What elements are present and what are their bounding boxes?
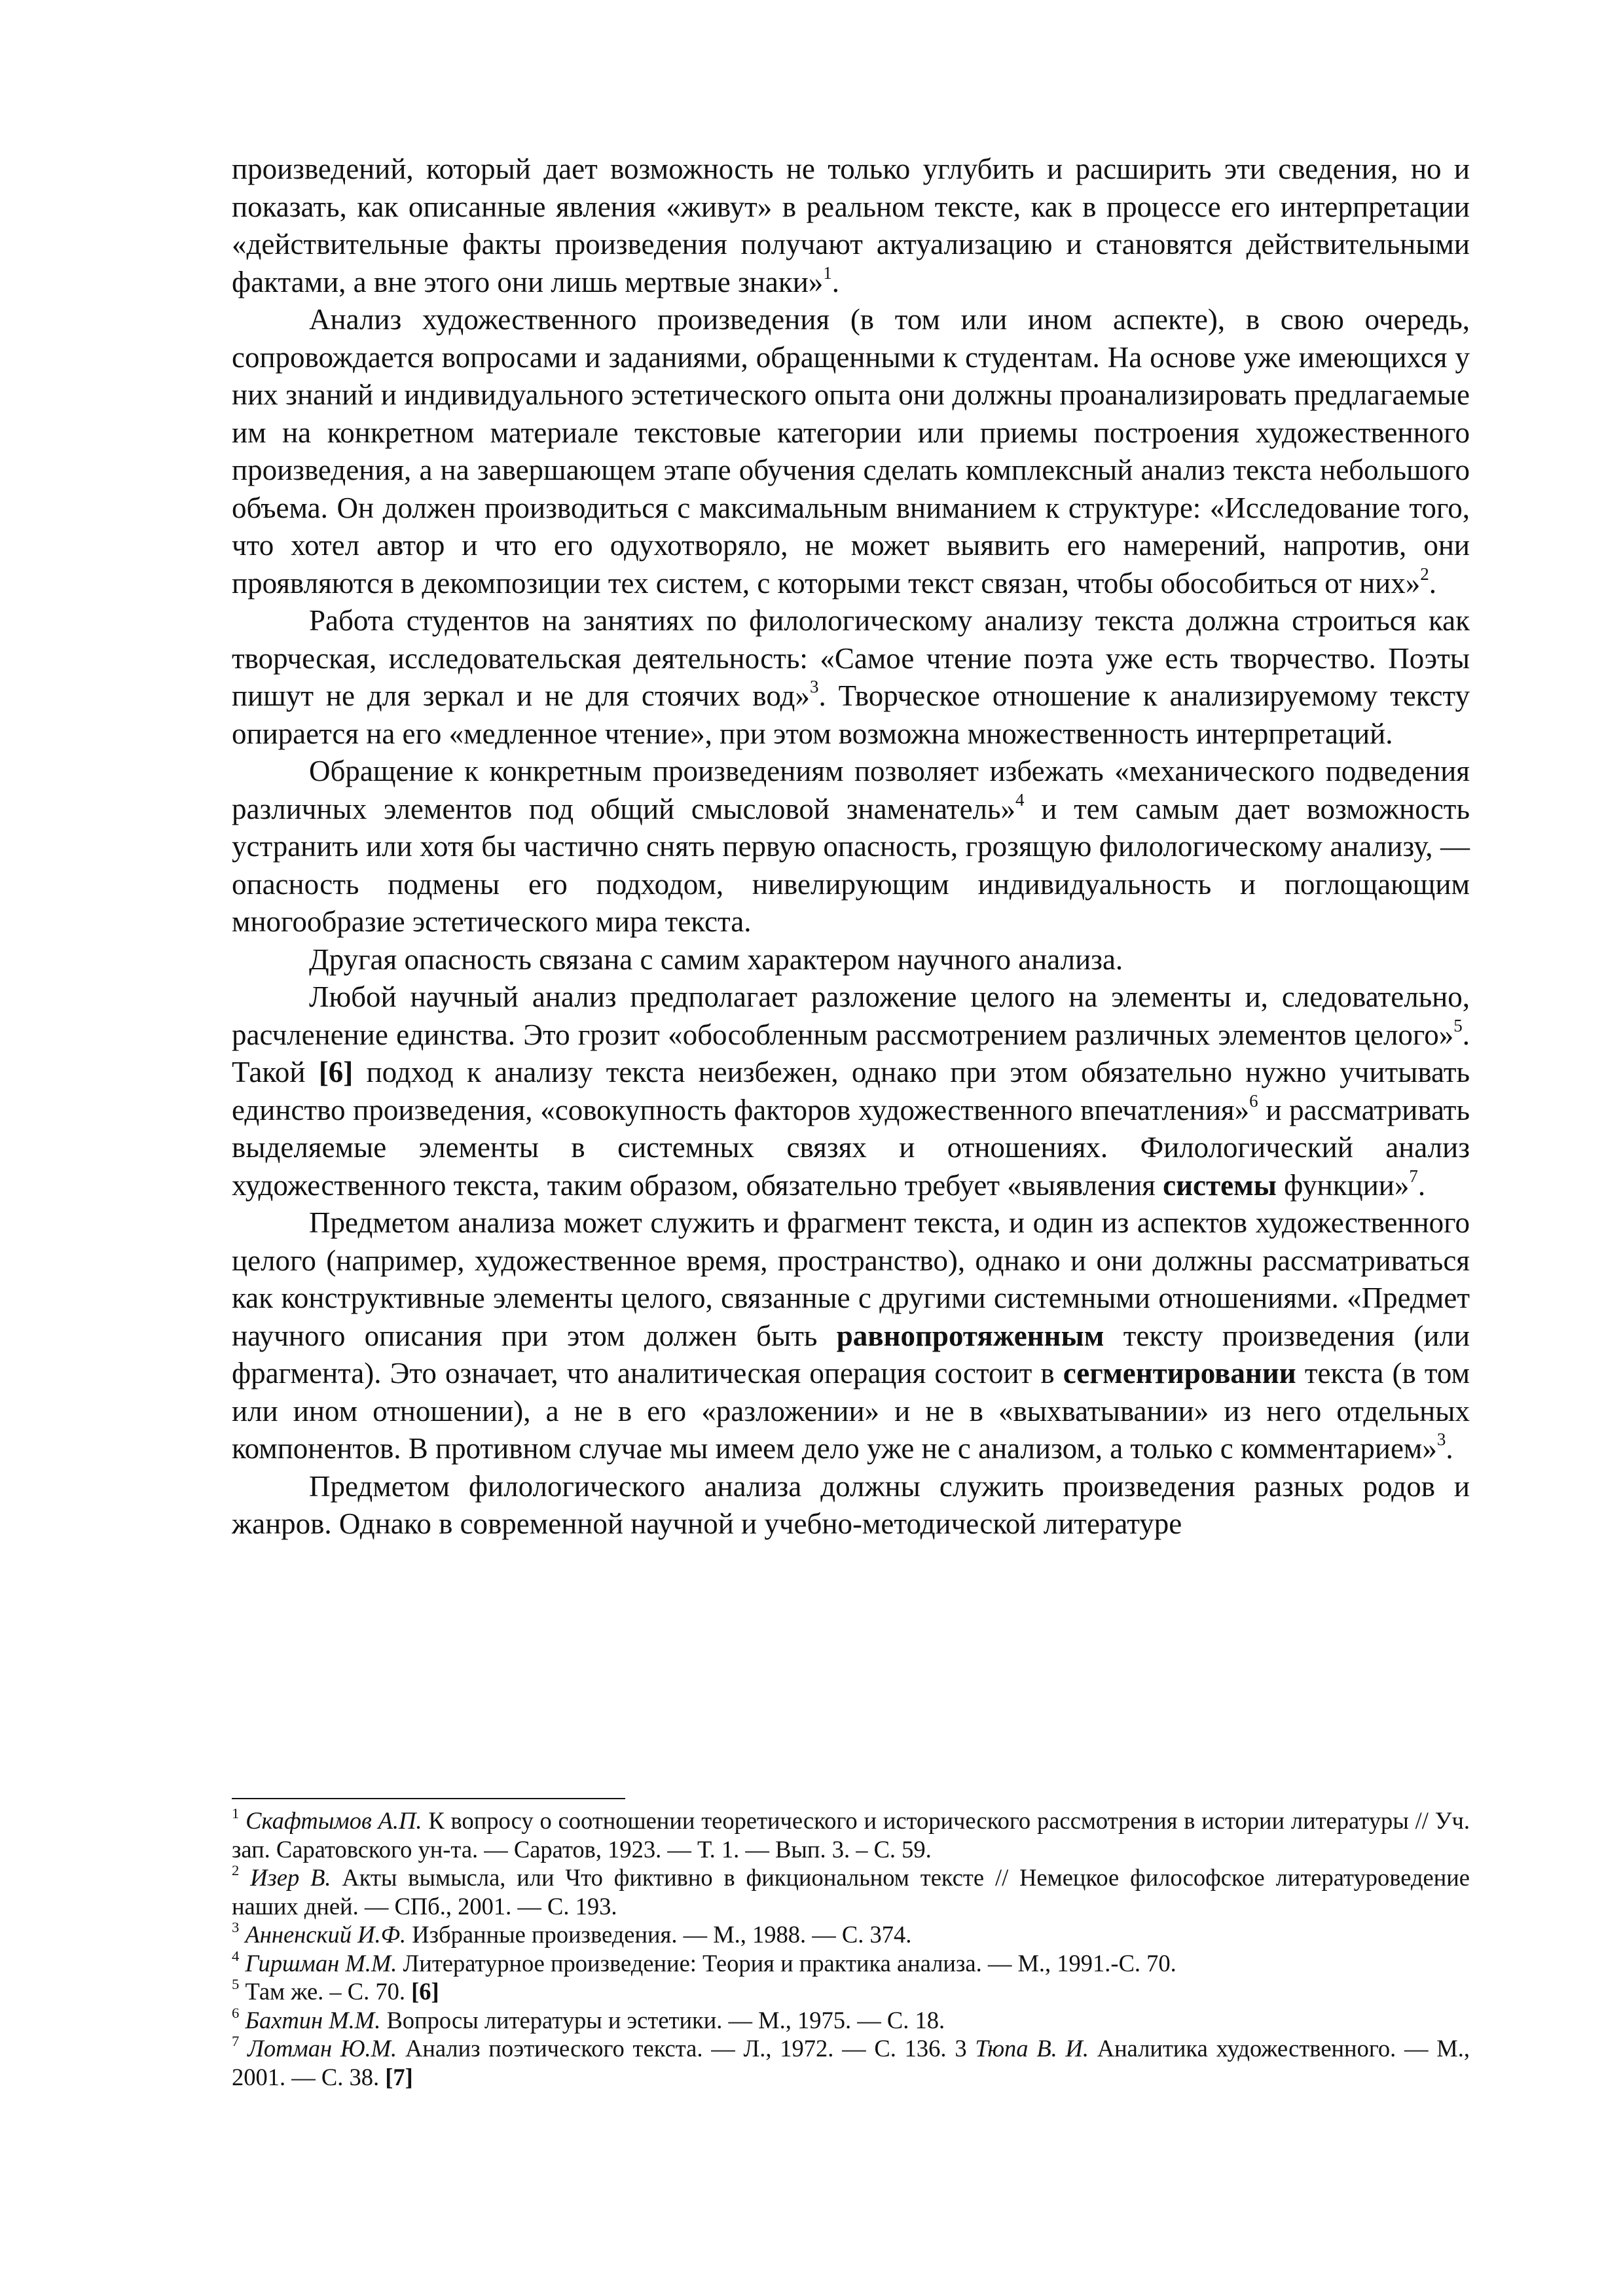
paragraph (232, 1204, 1470, 1468)
bold-text: [7] (385, 2063, 413, 2090)
footnote-ref: 6 (232, 2004, 240, 2021)
footnote-ref: 3 (1436, 1429, 1446, 1449)
text-run: тексту произведения (или фрагмента). Это означает, что аналитическая операция состоит в (232, 1319, 1470, 1390)
paragraph (232, 301, 1470, 602)
bold-text: сегментировании (1063, 1357, 1296, 1390)
footnote-ref: 4 (232, 1947, 240, 1964)
footnote-separator (232, 1798, 625, 1799)
body-text (232, 151, 1470, 1543)
text-run: Анализ поэтического текста. — Л., 1972. — С. 136. 3 (397, 2035, 976, 2062)
text-run: функции» (1276, 1168, 1410, 1202)
footnote (232, 2006, 1470, 2035)
footnotes (232, 1806, 1470, 2091)
author-name: Изер В. (250, 1864, 331, 1891)
footnote-ref: 5 (1453, 1015, 1463, 1035)
author-name: Тюпа В. И. (975, 2035, 1089, 2062)
text-run: Любой научный анализ предполагает разложение целого на элементы и, следовательно, расчленение единства. Это грозит «обособленным рассмотрением различных элементов целого» (232, 980, 1470, 1051)
document-page (232, 151, 1470, 2090)
paragraph (232, 753, 1470, 941)
text-run: Другая опасность связана с самим характером научного анализа. (309, 942, 1123, 976)
text-run: подход к анализу текста неизбежен, однако при этом обязательно нужно учитывать единство произведения, «совокупность факторов художественного впечатления» (232, 1056, 1470, 1126)
text-run: . (1429, 566, 1436, 600)
footnote-ref: 2 (232, 1862, 240, 1879)
text-run (239, 2035, 247, 2062)
text-run: Предметом филологического анализа должны служить произведения разных родов и жанров. Однако в современной научной и учебно-методической литературе (232, 1469, 1470, 1540)
text-run: Литературное произведение: Теория и практика анализа. — М., 1991.-С. 70. (397, 1949, 1176, 1977)
text-run: Аналитика художественного. — М., 2001. — С. 38. (232, 2035, 1470, 2090)
footnote (232, 1863, 1470, 1920)
footnote (232, 2034, 1470, 2091)
text-run: Предметом анализа может служить и фрагмент текста, и один из аспектов художественного целого (например, художественное время, пространство), однако и они должны рассматриваться как конструктивные элементы целого, связанные с другими системными отношениями. «Предмет научного описания при этом должен быть (232, 1206, 1470, 1352)
text-run: . (1417, 1168, 1426, 1202)
footnote (232, 1949, 1470, 1978)
text-run: . (1446, 1432, 1453, 1465)
text-run: . (831, 265, 840, 298)
footnote-ref: 4 (1015, 789, 1025, 810)
text-run: Избранные произведения. — М., 1988. — С. 374. (406, 1921, 912, 1948)
footnote (232, 1806, 1470, 1863)
footnote (232, 1977, 1470, 2006)
bold-text: системы (1163, 1168, 1277, 1202)
author-name: Лотман Ю.М. (247, 2035, 397, 2062)
paragraph (232, 1468, 1470, 1543)
footnote-ref: 7 (1409, 1166, 1418, 1186)
footnote-ref: 2 (1420, 564, 1429, 584)
text-run: . Такой (232, 1018, 1470, 1088)
bold-text: [6] (411, 1978, 439, 2005)
text-run: и тем самым дает возможность устранить или хотя бы частично снять первую опасность, грозящую филологическому анализу, — опасность подмены его подходом, нивелирующим индивидуальность и поглощающим многообразие эстетического мира текста. (232, 792, 1470, 938)
text-run: Работа студентов на занятиях по филологическому анализу текста должна строиться как творческая, исследовательская деятельность: «Самое чтение поэта уже есть творчество. Поэты пишут не для зеркал и не для стоячих вод» (232, 604, 1470, 712)
author-name: Скафтымов А.П. (246, 1807, 422, 1834)
text-run: К вопросу о соотношении теоретического и исторического рассмотрения в истории литературы // Уч. зап. Саратовского ун-та. — Саратов, 1923. — Т. 1. — Вып. 3. – С. 59. (232, 1807, 1470, 1863)
bold-text: [6] (318, 1056, 354, 1088)
footnote-ref: 7 (232, 2033, 240, 2050)
paragraph (232, 151, 1470, 301)
footnote-ref: 5 (232, 1976, 240, 1993)
text-run: . Творческое отношение к анализируемому тексту опирается на его «медленное чтение», при этом возможна множественность интерпретаций. (232, 679, 1470, 750)
footnote-ref: 3 (809, 676, 819, 696)
author-name: Бахтин М.М. (245, 2006, 381, 2034)
footnote-ref: 1 (823, 262, 832, 283)
paragraph (232, 602, 1470, 753)
footnote (232, 1920, 1470, 1949)
text-run: Анализ художественного произведения (в том или ином аспекте), в свою очередь, сопровождается вопросами и заданиями, обращенными к студентам. На основе уже имеющихся у них знаний и индивидуального эстетического опыта они должны проанализировать предлагаемые им на конкретном материале текстовые категории или приемы построения художественного произведения, а на завершающем этапе обучения сделать комплексный анализ текста небольшого объема. Он должен производиться с максимальным вниманием к структуре: «Исследование того, что хотел автор и что его одухотворяло, не может выявить его намерений, напротив, они проявляются в декомпозиции тех систем, с которыми текст связан, чтобы обособиться от них» (232, 303, 1470, 600)
author-name: Гиршман М.М. (245, 1949, 397, 1977)
text-run: и рассматривать выделяемые элементы в системных связях и отношениях. Филологический анализ художественного текста, таким образом, обязательно требует «выявления (232, 1093, 1470, 1202)
footnote-ref: 6 (1249, 1090, 1258, 1111)
text-run: произведений, который дает возможность не только углубить и расширить эти сведения, но и показать, как описанные явления «живут» в реальном тексте, как в процессе его интерпретации «действительные факты произведения получают актуализацию и становятся действительными фактами, а вне этого они лишь мертвые знаки» (232, 152, 1470, 298)
text-run (239, 1864, 250, 1891)
text-run: Вопросы литературы и эстетики. — М., 1975. — С. 18. (380, 2006, 945, 2034)
paragraph (232, 978, 1470, 1204)
text-run: Обращение к конкретным произведениям позволяет избежать «механического подведения различных элементов под общий смысловой знаменатель» (232, 755, 1470, 825)
text-run: Там же. – С. 70. (239, 1978, 412, 2005)
paragraph (232, 941, 1470, 979)
text-run: текста (в том или ином отношении), а не в его «разложении» и не в «выхватывании» из него отдельных компонентов. В противном случае мы имеем дело уже не с анализом, а только с комментарием» (232, 1357, 1470, 1465)
author-name: Анненский И.Ф. (245, 1921, 407, 1948)
footnote-ref: 1 (232, 1805, 240, 1822)
text-run (239, 1807, 246, 1834)
footnote-ref: 3 (232, 1919, 240, 1936)
text-run: Акты вымысла, или Что фиктивно в фикциональном тексте // Немецкое философское литературоведение наших дней. — СПб., 2001. — С. 193. (232, 1864, 1470, 1920)
bold-text: равнопротяженным (836, 1319, 1104, 1352)
